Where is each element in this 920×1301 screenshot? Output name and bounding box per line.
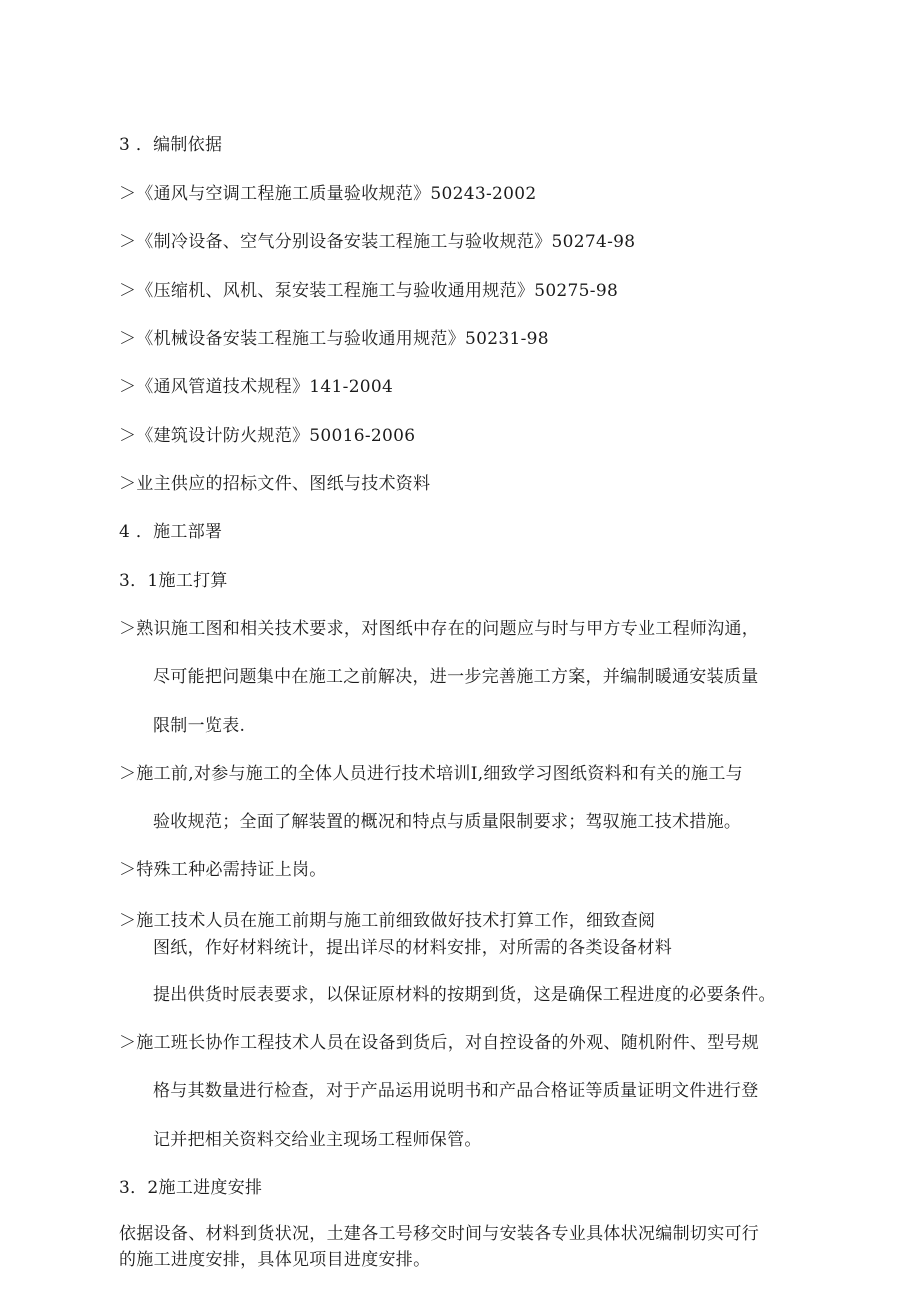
bullet-1-line-2: 尽可能把问题集中在施工之前解决，进一步完善施工方案，并编制暖通安装质量 [153, 667, 759, 687]
reference-item-5: ＞《通风管道技术规程》141-2004 [119, 377, 394, 397]
bullet-1-line-1: ＞熟识施工图和相关技术要求，对图纸中存在的问题应与时与甲方专业工程师沟通， [119, 619, 760, 639]
bullet-4-line-3: 提出供货时辰表要求，以保证原材料的按期到货，这是确保工程进度的必要条件。 [153, 985, 776, 1005]
bullet-5-line-2: 格与其数量进行检查，对于产品运用说明书和产品合格证等质量证明文件进行登 [153, 1081, 759, 1101]
section-heading-4: 4 ．施工部署 [119, 522, 223, 542]
subsection-heading-3-2: 3．2施工进度安排 [119, 1178, 263, 1198]
reference-item-6: ＞《建筑设计防火规范》50016-2006 [119, 426, 416, 446]
reference-item-7: ＞业主供应的招标文件、图纸与技术资料 [119, 474, 431, 494]
subsection-heading-3-1: 3．1施工打算 [119, 571, 228, 591]
section-heading-3: 3 ．编制依据 [119, 135, 223, 155]
bullet-3: ＞特殊工种必需持证上岗。 [119, 860, 327, 880]
bullet-4-line-1: ＞施工技术人员在施工前期与施工前细致做好技术打算工作，细致查阅 [119, 911, 656, 931]
paragraph-line-1: 依据设备、材料到货状况，土建各工号移交时间与安装各专业具体状况编制切实可行 [119, 1224, 760, 1244]
bullet-2-line-1: ＞施工前,对参与施工的全体人员进行技术培训I,细致学习图纸资料和有关的施工与 [119, 764, 743, 784]
bullet-5-line-3: 记并把相关资料交给业主现场工程师保管。 [153, 1130, 482, 1150]
bullet-2-line-2: 验收规范；全面了解装置的概况和特点与质量限制要求；驾驭施工技术措施。 [153, 812, 742, 832]
paragraph-line-2: 的施工进度安排，具体见项目进度安排。 [119, 1250, 431, 1270]
reference-item-2: ＞《制冷设备、空气分别设备安装工程施工与验收规范》50274-98 [119, 232, 636, 252]
reference-item-4: ＞《机械设备安装工程施工与验收通用规范》50231-98 [119, 329, 549, 349]
bullet-1-line-3: 限制一览表. [153, 716, 246, 736]
reference-item-3: ＞《压缩机、风机、泵安装工程施工与验收通用规范》50275-98 [119, 281, 619, 301]
bullet-5-line-1: ＞施工班长协作工程技术人员在设备到货后，对自控设备的外观、随机附件、型号规 [119, 1033, 760, 1053]
bullet-4-line-2: 图纸，作好材料统计，提出详尽的材料安排，对所需的各类设备材料 [153, 938, 672, 958]
reference-item-1: ＞《通风与空调工程施工质量验收规范》50243-2002 [119, 184, 537, 204]
